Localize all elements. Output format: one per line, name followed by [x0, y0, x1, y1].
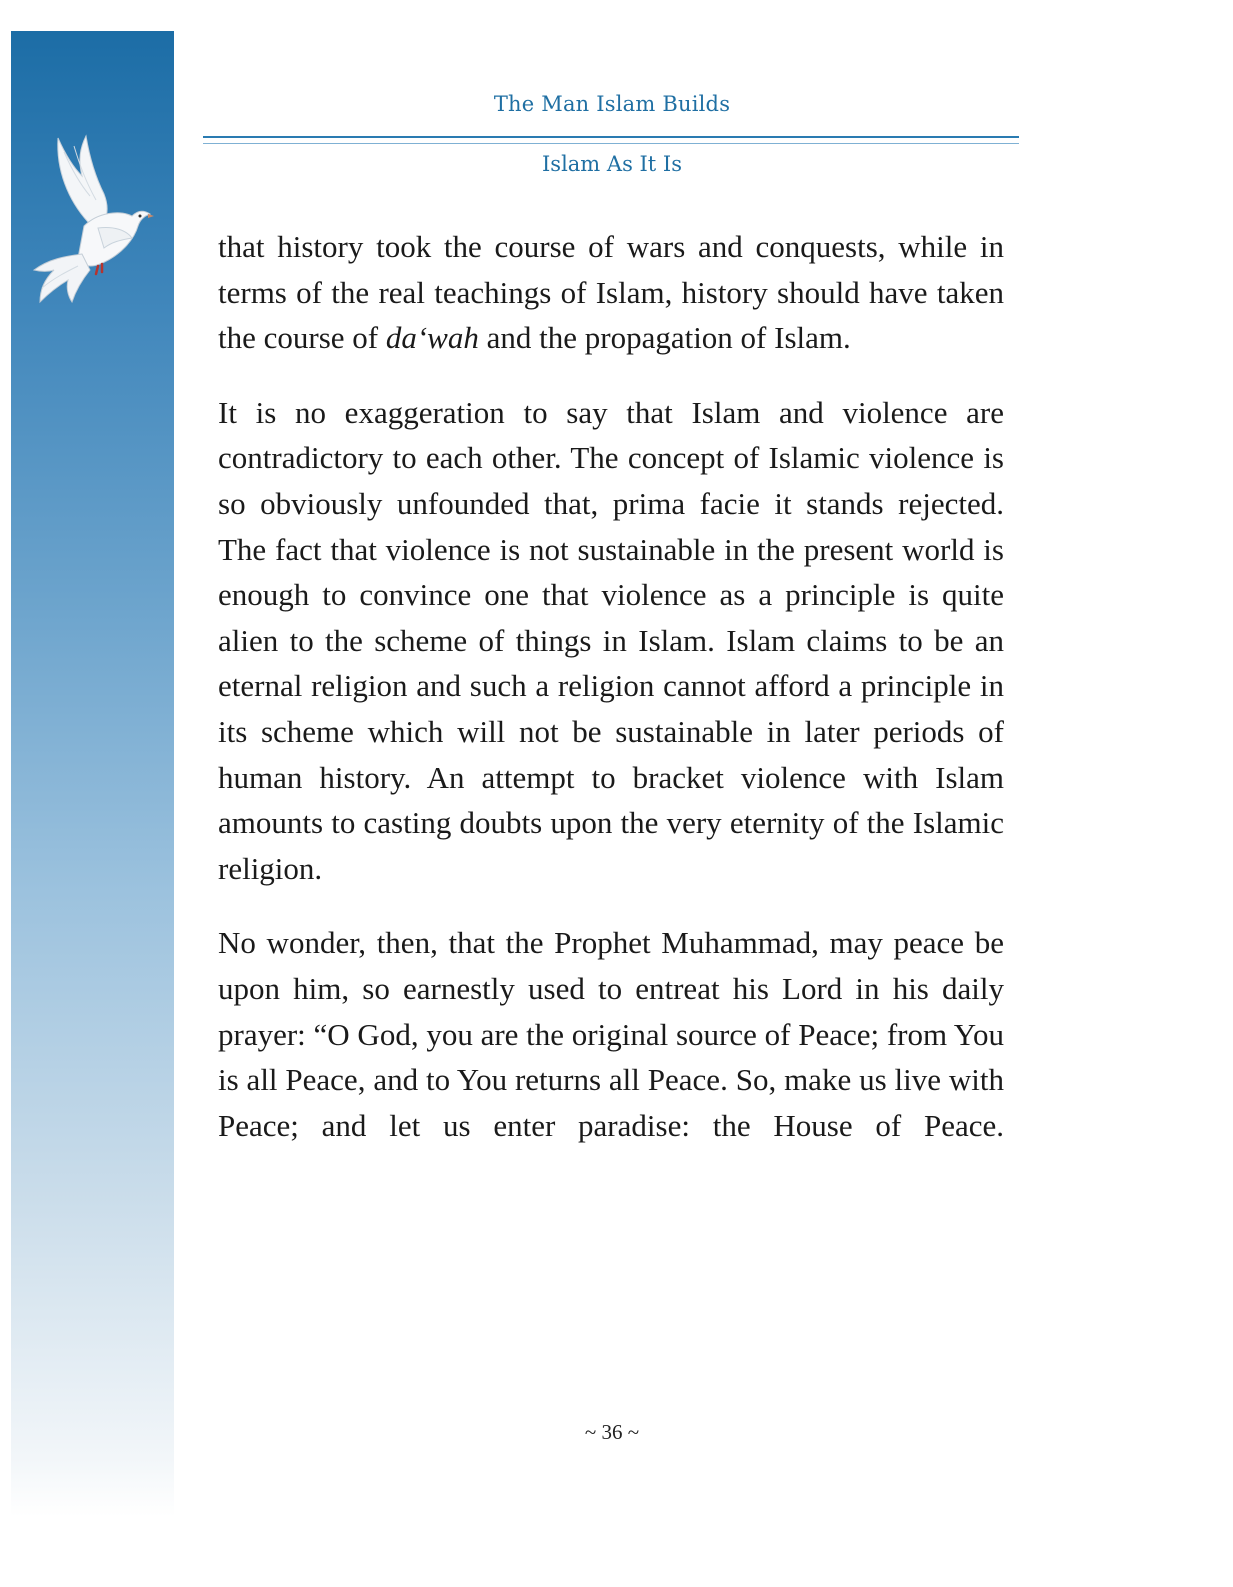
paragraph-1-italic-term: da‘wah	[385, 320, 479, 356]
page-number: ~ 36 ~	[584, 1420, 640, 1444]
running-header-book-title: The Man Islam Builds	[493, 92, 731, 116]
paragraph-1-text-before: that history took the course of wars and conquests, while in terms of the real teachings of Islam, history should have taken the course of	[218, 229, 1004, 356]
header-divider-thick	[203, 136, 1019, 138]
white-dove-icon	[28, 130, 154, 305]
paragraph-1	[218, 224, 1004, 361]
header-divider-thin	[203, 143, 1019, 144]
paragraph-3: No wonder, then, that the Prophet Muhammad, may peace be upon him, so earnestly used to entreat his Lord in his daily prayer: “O God, you are the original source of Peace; from You is all Peace, and to You returns all Peace. So, make us live with Peace; and let us enter paradise: the House of Peace.	[218, 925, 1004, 1143]
paragraph-2: It is no exaggeration to say that Islam and violence are contradictory to each other. The concept of Islamic violence is so obviously unfounded that, prima facie it stands rejected. The fact that violence is not sustainable in the present world is enough to convince one that violence as a principle is quite alien to the scheme of things in Islam. Islam claims to be an eternal religion and such a religion cannot afford a principle in its scheme which will not be sustainable in later periods of human history. An attempt to bracket violence with Islam amounts to casting doubts upon the very eternity of the Islamic religion.	[218, 394, 1004, 886]
paragraph-1-text-after: and the propagation of Islam.	[478, 320, 851, 356]
body-text	[218, 224, 1004, 1177]
running-header-section-title: Islam As It Is	[542, 152, 682, 176]
